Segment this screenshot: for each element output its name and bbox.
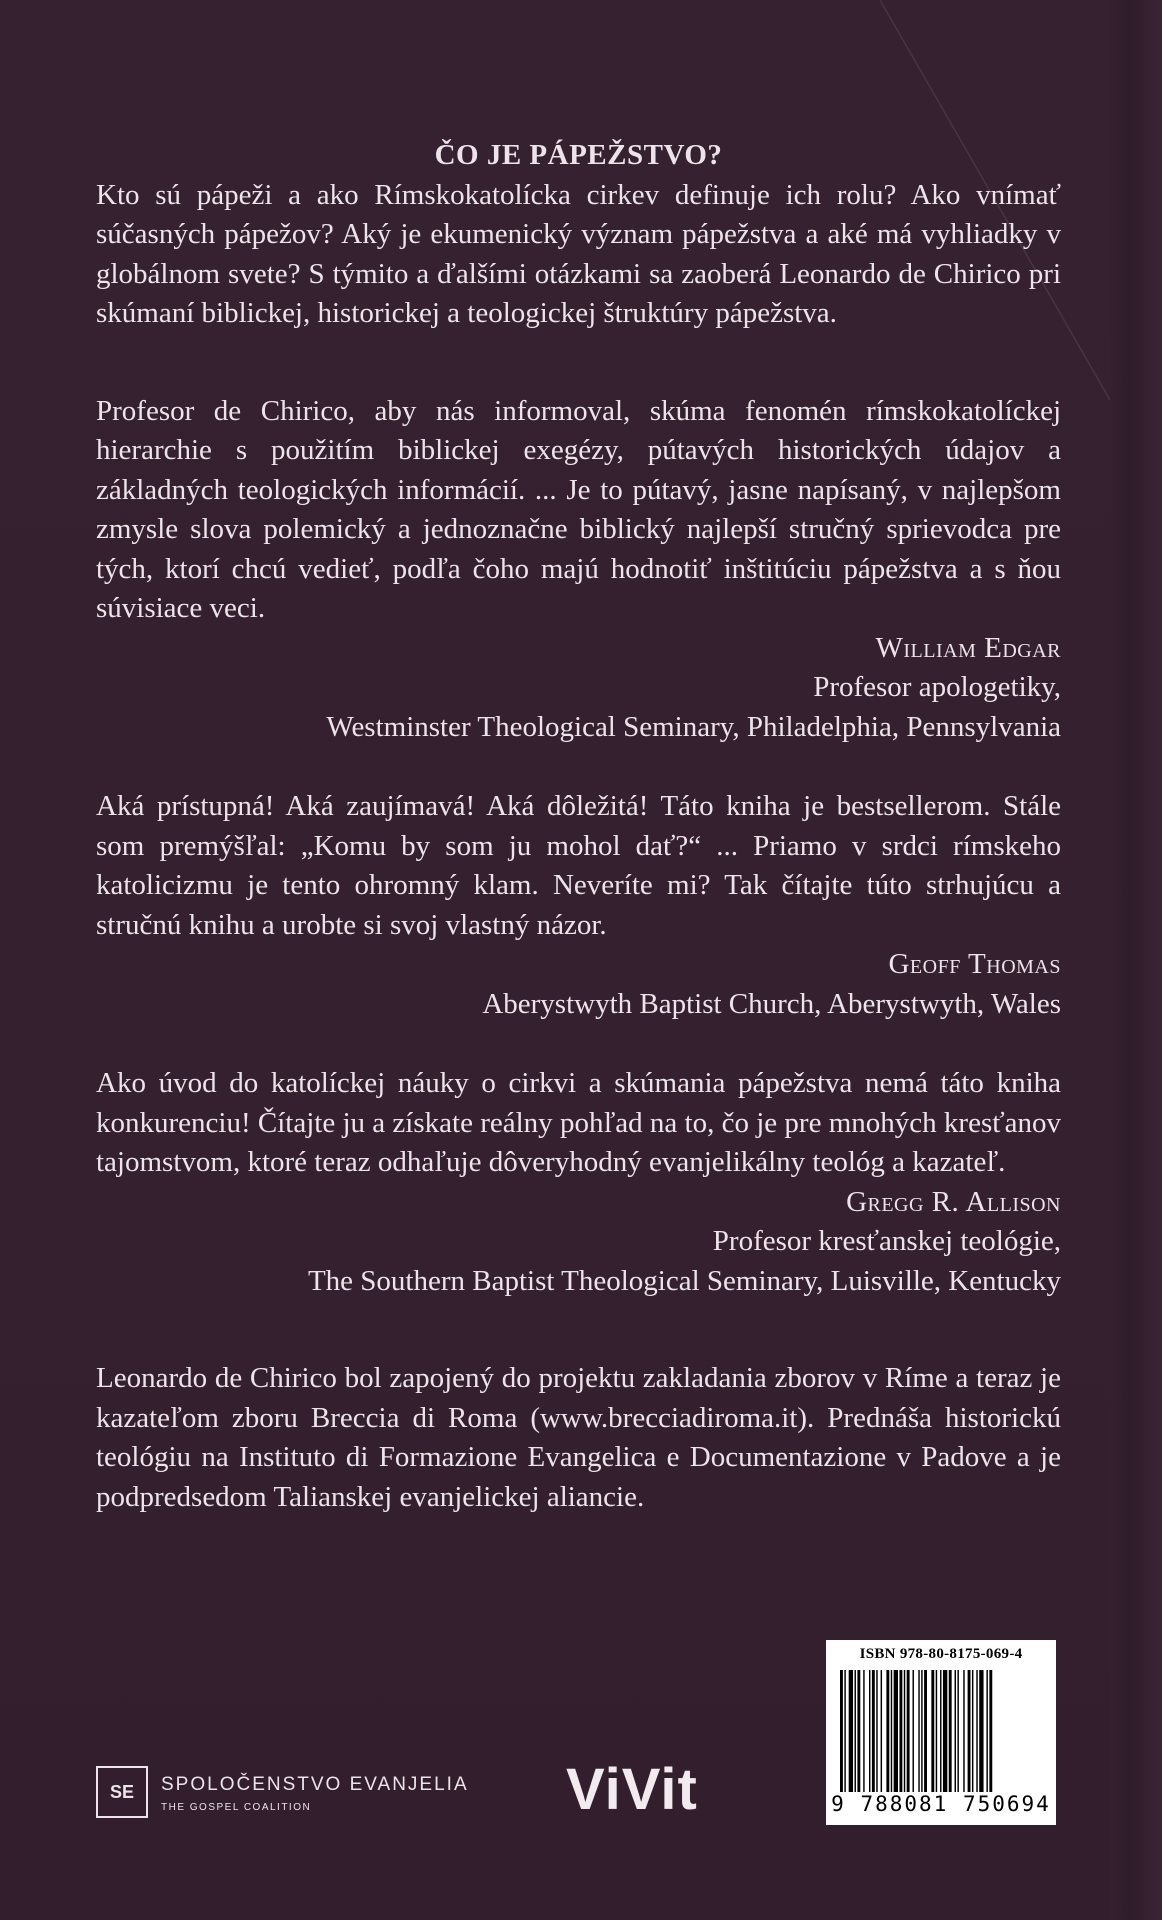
- endorsement-text: Profesor de Chirico, aby nás informoval, skúma fenomén rímskokatolíckej hierarchie s použitím biblickej exegézy, pútavých historických údajov a základných teologických informácií. ... Je to pútavý, jasne napísaný, v najlepšom zmysle slova polemický a jednoznačne biblický najlepší stručný sprievodca pre tých, ktorí chcú vedieť, podľa čoho majú hodnotiť inštitúciu pápežstva a s ňou súvisiace veci.: [96, 394, 1061, 624]
- endorser-name: Geoff Thomas: [888, 948, 1061, 980]
- intro-paragraph: Kto sú pápeži a ako Rímskokatolícka cirkev definuje ich rolu? Ako vnímať súčasných pápežov? Aký je ekumenický význam pápežstva a aké má vyhliadky v globálnom svete? S týmito a ďalšími otázkami sa zaoberá Leonardo de Chirico pri skúmaní biblickej, historickej a teologickej štruktúry pápežstva.: [96, 178, 1061, 329]
- back-cover-text: [96, 136, 1061, 1517]
- isbn-barcode-box: [826, 1640, 1056, 1825]
- barcode-icon: [840, 1670, 1042, 1792]
- isbn-label: ISBN 978-80-8175-069-4: [859, 1646, 1023, 1662]
- endorser-name: William Edgar: [875, 631, 1061, 664]
- endorsement-text: Ako úvod do katolíckej náuky o cirkvi a skúmania pápežstva nemá táto kniha konkurenciu! Čítajte ju a získate reálny pohľad na to, čo je pre mnohých kresťanov tajomstvom, ktoré teraz odhaľuje dôveryhodný evanjelikálny teológ a kazateľ.: [96, 1067, 1061, 1178]
- endorser-role: Profesor kresťanskej teológie,: [712, 1225, 1061, 1257]
- endorser-affiliation: Westminster Theological Seminary, Philadelphia, Pennsylvania: [326, 710, 1061, 743]
- page-title: ČO JE PÁPEŽSTVO?: [434, 139, 723, 171]
- endorsement-3: [96, 1064, 1061, 1301]
- endorser-name: Gregg R. Allison: [846, 1185, 1061, 1218]
- isbn-digits: 9 788081 750694: [831, 1792, 1051, 1816]
- endorser-affiliation: The Southern Baptist Theological Seminary, Luisville, Kentucky: [307, 1264, 1061, 1297]
- endorsement-2: [96, 787, 1061, 1024]
- publisher-logo: SE: [96, 1766, 148, 1818]
- endorser-affiliation: Aberystwyth Baptist Church, Aberystwyth, Wales: [482, 987, 1061, 1020]
- publisher-footer: [96, 1640, 1062, 1825]
- publisher-tagline: THE GOSPEL COALITION: [161, 1802, 312, 1813]
- endorsement-1: [96, 392, 1061, 748]
- endorsement-text: Aká prístupná! Aká zaujímavá! Aká dôležitá! Táto kniha je bestsellerom. Stále som premýšľal: „Komu by som ju mohol dať?“ ... Priamo v srdci rímskeho katolicizmu je tento ohromný klam. Neveríte mi? Tak čítajte túto strhujúcu a stručnú knihu a urobte si svoj vlastný názor.: [96, 790, 1061, 941]
- imprint-logo: ViVit: [566, 1757, 698, 1822]
- endorser-role: Profesor apologetiky,: [813, 671, 1061, 703]
- author-bio: Leonardo de Chirico bol zapojený do projektu zakladania zborov v Ríme a teraz je kazateľom zboru Breccia di Roma (www.brecciadiroma.it). Prednáša historickú teológiu na Instituto di Formazione Evangelica e Documentazione v Padove a je podpredsedom Talianskej evanjelickej aliancie.: [96, 1362, 1061, 1513]
- publisher-name: SPOLOČENSTVO EVANJELIA: [161, 1774, 469, 1795]
